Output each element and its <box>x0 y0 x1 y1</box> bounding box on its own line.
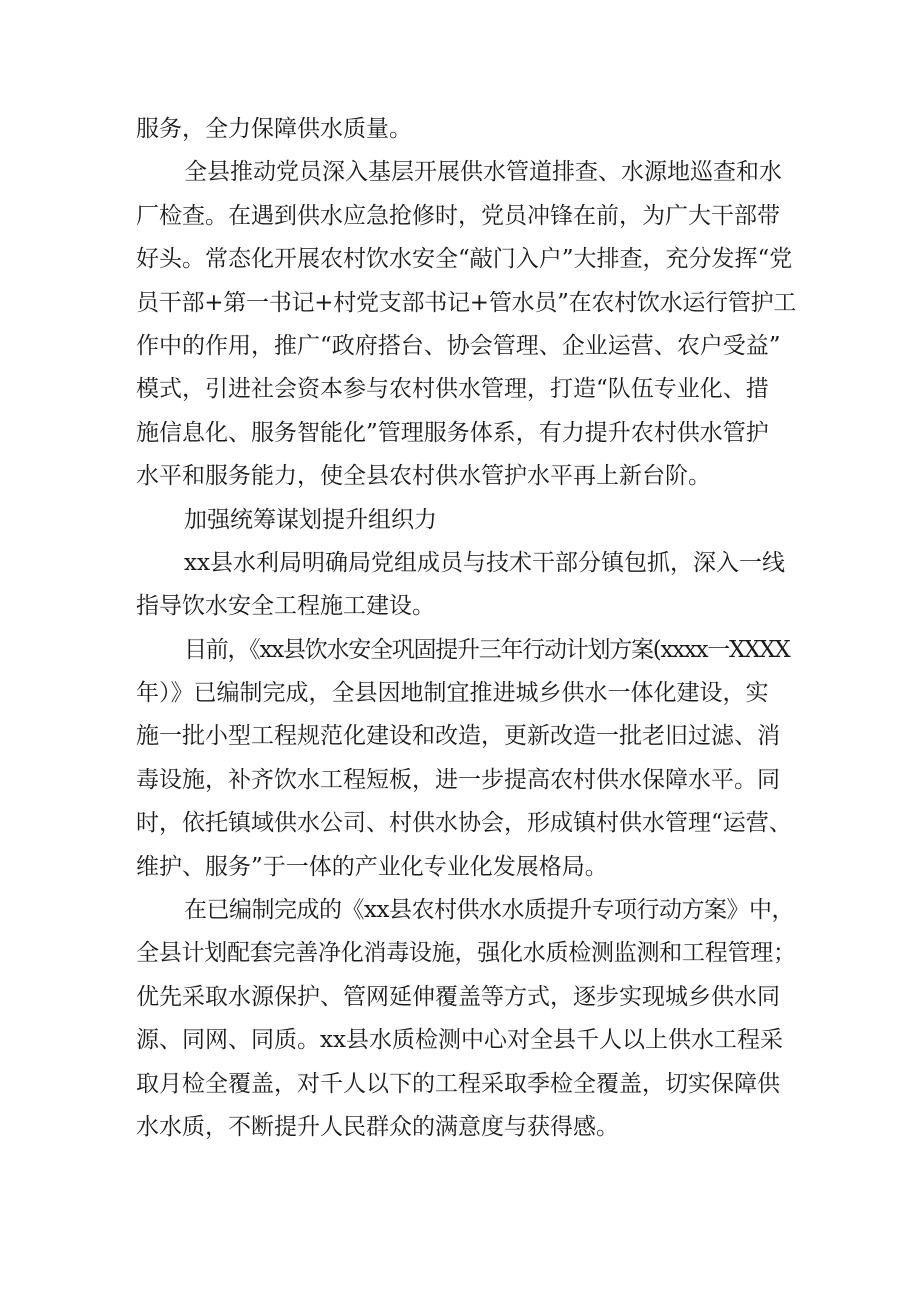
text-line: 毒设施，补齐饮水工程短板，进一步提高农村供水保障水平。同 <box>136 766 780 793</box>
text-line: 在已编制完成的《xx县农村供水水质提升专项行动方案》中， <box>184 897 794 924</box>
text-line: 年）》已编制完成，全县因地制宜推进城乡供水一体化建设，实 <box>136 680 769 707</box>
text-line: xx县水利局明确局党组成员与技术干部分镇包抓，深入一线 <box>184 549 785 576</box>
text-line: 模式，引进社会资本参与农村供水管理，打造“队伍专业化、措 <box>136 376 769 403</box>
text-line: 时，依托镇域供水公司、村供水协会，形成镇村供水管理“运营、 <box>136 810 792 837</box>
text-line: 源、同网、同质。xx县水质检测中心对全县千人以上供水工程采 <box>136 1027 783 1054</box>
text-line: 目前，《xx县饮水安全巩固提升三年行动计划方案(xxxx一XXXX <box>184 636 790 663</box>
text-line: 施信息化、服务智能化”管理服务体系，有力提升农村供水管护 <box>136 419 769 446</box>
text-line: 全县推动党员深入基层开展供水管道排查、水源地巡查和水 <box>184 159 782 186</box>
text-line: 取月检全覆盖，对千人以下的工程采取季检全覆盖，切实保障供 <box>136 1070 780 1097</box>
text-line: 优先采取水源保护、管网延伸覆盖等方式，逐步实现城乡供水同 <box>136 983 780 1010</box>
text-line: 服务，全力保障供水质量。 <box>136 116 412 142</box>
text-line: 员干部+第一书记+村党支部书记+管水员”在农村饮水运行管护工 <box>136 289 797 316</box>
section-heading: 加强统筹谋划提升组织力 <box>184 506 437 533</box>
text-line: 好头。常态化开展农村饮水安全“敲门入户”大排查，充分发挥“党 <box>136 246 793 273</box>
text-line: 全县计划配套完善净化消毒设施，强化水质检测监测和工程管理； <box>136 940 796 967</box>
text-line: 厂检查。在遇到供水应急抢修时，党员冲锋在前，为广大干部带 <box>136 202 780 229</box>
text-line: 作中的作用，推广“政府搭台、协会管理、企业运营、农户受益” <box>136 332 781 359</box>
text-line: 施一批小型工程规范化建设和改造，更新改造一批老旧过滤、消 <box>136 723 780 750</box>
text-line: 指导饮水安全工程施工建设。 <box>136 593 435 620</box>
text-line: 水水质，不断提升人民群众的满意度与获得感。 <box>136 1113 619 1140</box>
text-line: 维护、服务”于一体的产业化专业化发展格局。 <box>136 853 608 880</box>
text-line: 水平和服务能力，使全县农村供水管护水平再上新台阶。 <box>136 463 711 490</box>
document-body <box>136 108 796 1149</box>
